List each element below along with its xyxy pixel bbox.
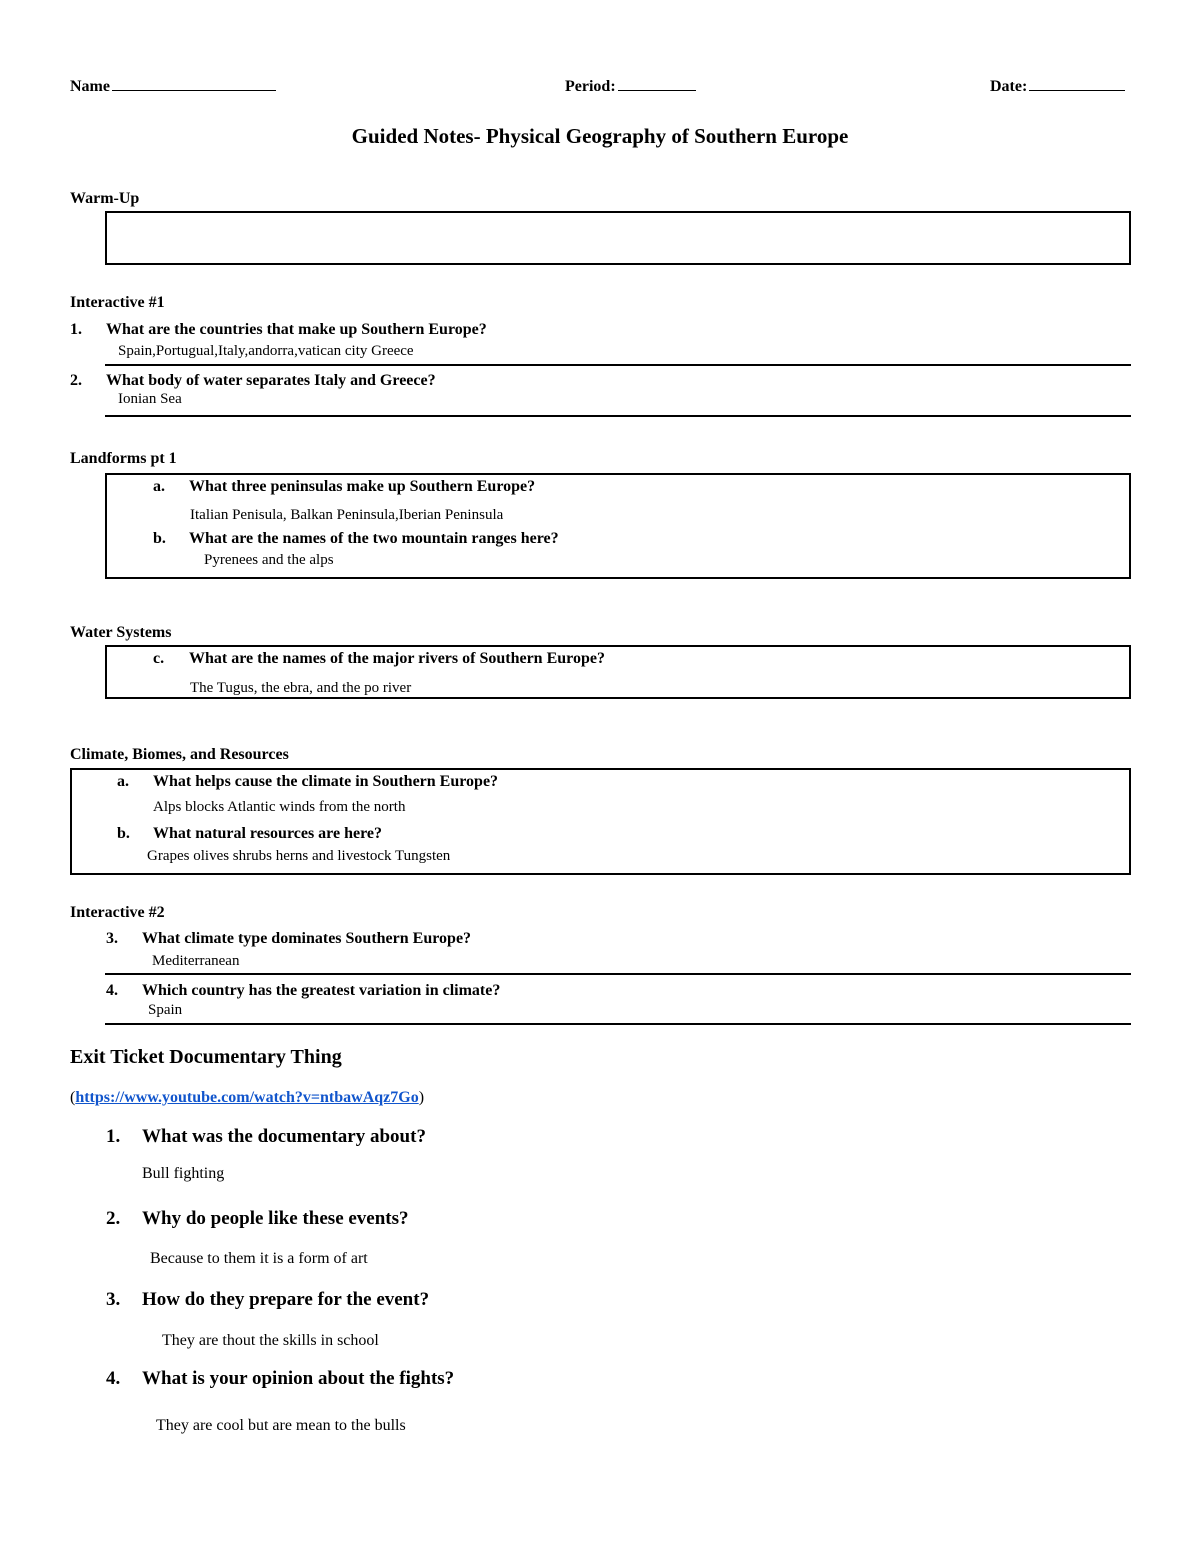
period-field — [565, 76, 696, 96]
question-text: What are the names of the two mountain ranges here? — [189, 530, 559, 547]
landforms-qb — [153, 530, 559, 548]
interactive1-heading: Interactive #1 — [70, 294, 165, 311]
question-text: Which country has the greatest variation in climate? — [142, 982, 501, 999]
landforms-ab: Pyrenees and the alps — [204, 552, 334, 568]
question-text: Why do people like these events? — [142, 1208, 409, 1229]
water-heading: Water Systems — [70, 624, 172, 641]
landforms-heading: Landforms pt 1 — [70, 450, 177, 467]
question-number: 1. — [70, 321, 82, 338]
question-number: 2. — [70, 372, 82, 389]
landforms-aa: Italian Penisula, Balkan Peninsula,Iberian Peninsula — [190, 507, 504, 523]
question-text: What helps cause the climate in Southern Europe? — [153, 773, 499, 790]
interactive2-heading: Interactive #2 — [70, 904, 165, 921]
name-label: Name — [70, 78, 110, 95]
answer-line — [105, 1023, 1131, 1025]
question-letter: b. — [153, 530, 166, 547]
period-label: Period: — [565, 78, 616, 95]
question-letter: b. — [117, 825, 130, 842]
interactive1-a2: Ionian Sea — [118, 391, 182, 407]
exit-q4 — [106, 1368, 454, 1390]
documentary-link[interactable]: https://www.youtube.com/watch?v=ntbawAqz7Go — [75, 1089, 419, 1106]
exit-a3: They are thout the skills in school — [162, 1332, 379, 1349]
answer-line — [105, 973, 1131, 975]
interactive2-a3: Mediterranean — [152, 953, 240, 969]
question-text: What three peninsulas make up Southern Europe? — [189, 478, 536, 495]
question-letter: c. — [153, 650, 165, 667]
date-blank[interactable] — [1029, 76, 1125, 91]
interactive1-a1: Spain,Portugual,Italy,andorra,vatican city Greece — [118, 343, 414, 359]
question-text: What natural resources are here? — [153, 825, 383, 842]
interactive1-q2 — [70, 372, 436, 390]
climate-qb — [117, 825, 382, 843]
question-text: What climate type dominates Southern Europe? — [142, 930, 472, 947]
question-number: 4. — [106, 982, 118, 999]
question-letter: a. — [117, 773, 129, 790]
exit-a4: They are cool but are mean to the bulls — [156, 1417, 406, 1434]
name-blank[interactable] — [112, 76, 276, 91]
warmup-heading: Warm-Up — [70, 190, 140, 207]
question-number: 4. — [106, 1368, 121, 1389]
water-ac: The Tugus, the ebra, and the po river — [190, 680, 412, 696]
period-blank[interactable] — [618, 76, 696, 91]
exit-q2 — [106, 1208, 409, 1230]
question-text: What are the countries that make up Southern Europe? — [106, 321, 487, 338]
interactive2-q3 — [106, 930, 471, 948]
name-field — [70, 76, 276, 96]
question-text: What is your opinion about the fights? — [142, 1368, 455, 1389]
exit-a1: Bull fighting — [142, 1165, 225, 1182]
question-text: What was the documentary about? — [142, 1126, 426, 1147]
climate-qa — [117, 773, 498, 791]
date-field — [990, 76, 1125, 96]
interactive2-a4: Spain — [148, 1002, 183, 1018]
water-qc — [153, 650, 605, 668]
exit-heading: Exit Ticket Documentary Thing — [70, 1046, 342, 1068]
documentary-link-line — [70, 1089, 424, 1107]
question-number: 1. — [106, 1126, 121, 1147]
paren-open: ( — [70, 1089, 76, 1106]
question-text: What body of water separates Italy and Greece? — [106, 372, 436, 389]
question-number: 3. — [106, 930, 118, 947]
exit-q3 — [106, 1289, 429, 1311]
landforms-qa — [153, 478, 535, 496]
warmup-box[interactable] — [105, 211, 1131, 265]
answer-line — [105, 364, 1131, 366]
climate-heading: Climate, Biomes, and Resources — [70, 746, 289, 763]
paren-close: ) — [418, 1089, 425, 1106]
question-text: What are the names of the major rivers of Southern Europe? — [189, 650, 605, 667]
question-text: How do they prepare for the event? — [142, 1289, 430, 1310]
question-letter: a. — [153, 478, 165, 495]
page-title: Guided Notes- Physical Geography of Southern Europe — [351, 124, 849, 148]
exit-a2: Because to them it is a form of art — [150, 1250, 368, 1267]
interactive2-q4 — [106, 982, 500, 1000]
interactive1-q1 — [70, 321, 487, 339]
date-label: Date: — [990, 78, 1028, 95]
exit-q1 — [106, 1126, 426, 1148]
climate-aa: Alps blocks Atlantic winds from the north — [153, 799, 406, 815]
question-number: 2. — [106, 1208, 121, 1229]
answer-line — [105, 415, 1131, 417]
question-number: 3. — [106, 1289, 121, 1310]
climate-ab: Grapes olives shrubs herns and livestock Tungsten — [147, 848, 451, 864]
